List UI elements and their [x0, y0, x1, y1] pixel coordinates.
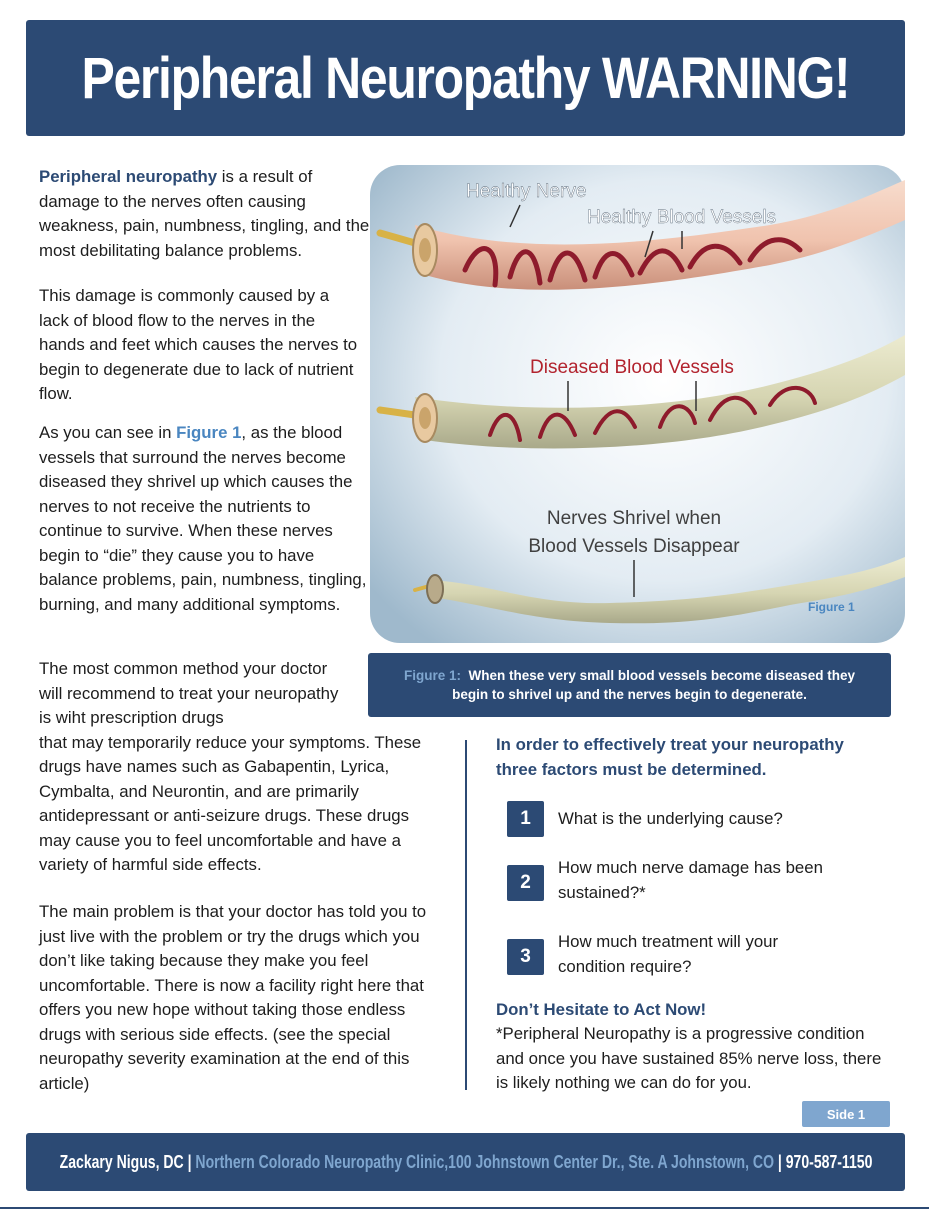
factors-heading: In order to effectively treat your neuropathy three factors must be determined. [496, 735, 844, 779]
footer-contact [59, 1152, 872, 1173]
footer-separator-1: | [183, 1151, 195, 1172]
label-diseased-vessels: Diseased Blood Vessels [530, 357, 734, 378]
intro-term: Peripheral neuropathy [39, 167, 218, 186]
act-now-body: *Peripheral Neuropathy is a progressive condition and once you have sustained 85% nerve loss, there is likely nothing we can do for you. [496, 1024, 882, 1092]
para3-before: As you can see in [39, 423, 177, 442]
factor-item-3 [507, 930, 808, 979]
factor-number-3: 3 [507, 939, 544, 975]
label-shrivel-line1: Nerves Shrivel when [546, 508, 722, 529]
problem-paragraph: The main problem is that your doctor has told you to just live with the problem or try the drugs which you don’t like taking because they make you feel uncomfortable. There is now a facility right here that offers you new hope without taking those endless drugs with serious side effects. (see the special neuropathy severity examination at the end of this article) [39, 902, 427, 1093]
figure-explanation-paragraph [39, 421, 369, 617]
column-divider [465, 740, 467, 1090]
para3-after: , as the blood vessels that surround the nerves become diseased they shrivel up which causes the nerves to not receive the nutrients to continue to survive. When these nerves begin to “die” they cause you to have balance problems, pain, numbness, tingling, burning, and many additional symptoms. [39, 423, 367, 614]
factor-text-3: How much treatment will your condition require? [558, 932, 779, 976]
factor-number-1: 1 [507, 801, 544, 837]
figure-reference: Figure 1 [176, 423, 242, 442]
intro-text: is a result of damage to the nerves often causing weakness, pain, numbness, tingling, and the most debilitating balance problems. [39, 167, 370, 260]
drugs-text-part2: that may temporarily reduce your symptoms. These drugs have names such as Gabapentin, Lyrica, Cymbalta, and Neurontin, and are primarily antidepressant or anti-seizure drugs. These drugs may cause you to feel uncomfortable and have a variety of harmful side effects. [39, 732, 422, 874]
side-badge: Side 1 [802, 1101, 890, 1127]
page-title: Peripheral Neuropathy WARNING! [81, 45, 850, 111]
nerve-illustration [370, 165, 905, 643]
footer-doctor: Zackary Nigus, DC [59, 1151, 184, 1172]
act-now-heading: Don’t Hesitate to Act Now! [496, 1000, 707, 1019]
page-header [26, 20, 905, 136]
footer-separator-2: | [773, 1151, 786, 1172]
figure-label: Figure 1 [808, 600, 855, 614]
bottom-rule [0, 1207, 929, 1209]
factor-item-1 [507, 801, 858, 837]
caption-line1: When these very small blood vessels become diseased they [468, 668, 855, 683]
label-healthy-vessels: Healthy Blood Vessels [587, 207, 777, 228]
factor-text-1: What is the underlying cause? [558, 808, 783, 828]
footer-bar [26, 1133, 905, 1191]
cause-paragraph: This damage is commonly caused by a lack of blood flow to the nerves in the hands and feet which causes the nerves to begin to degenerate due to lack of nutrient flow. [39, 286, 358, 403]
footer-clinic: Northern Colorado Neuropathy Clinic,100 Johnstown Center Dr., Ste. A Johnstown, CO [194, 1151, 774, 1172]
footer-phone: 970-587-1150 [785, 1151, 872, 1172]
drugs-text-part1: The most common method your doctor will recommend to treat your neuropathy is wiht prescription drugs [39, 659, 339, 727]
factor-item-2 [507, 856, 838, 905]
factor-text-2: How much nerve damage has been sustained?* [558, 858, 823, 902]
figure-caption [368, 653, 891, 717]
caption-line2: begin to shrivel up and the nerves begin to degenerate. [452, 687, 807, 702]
caption-label: Figure 1: [404, 668, 462, 683]
label-shrivel-line2: Blood Vessels Disappear [528, 536, 740, 557]
label-healthy-nerve: Healthy Nerve [466, 181, 587, 202]
intro-paragraph [39, 165, 374, 263]
factor-number-2: 2 [507, 865, 544, 901]
